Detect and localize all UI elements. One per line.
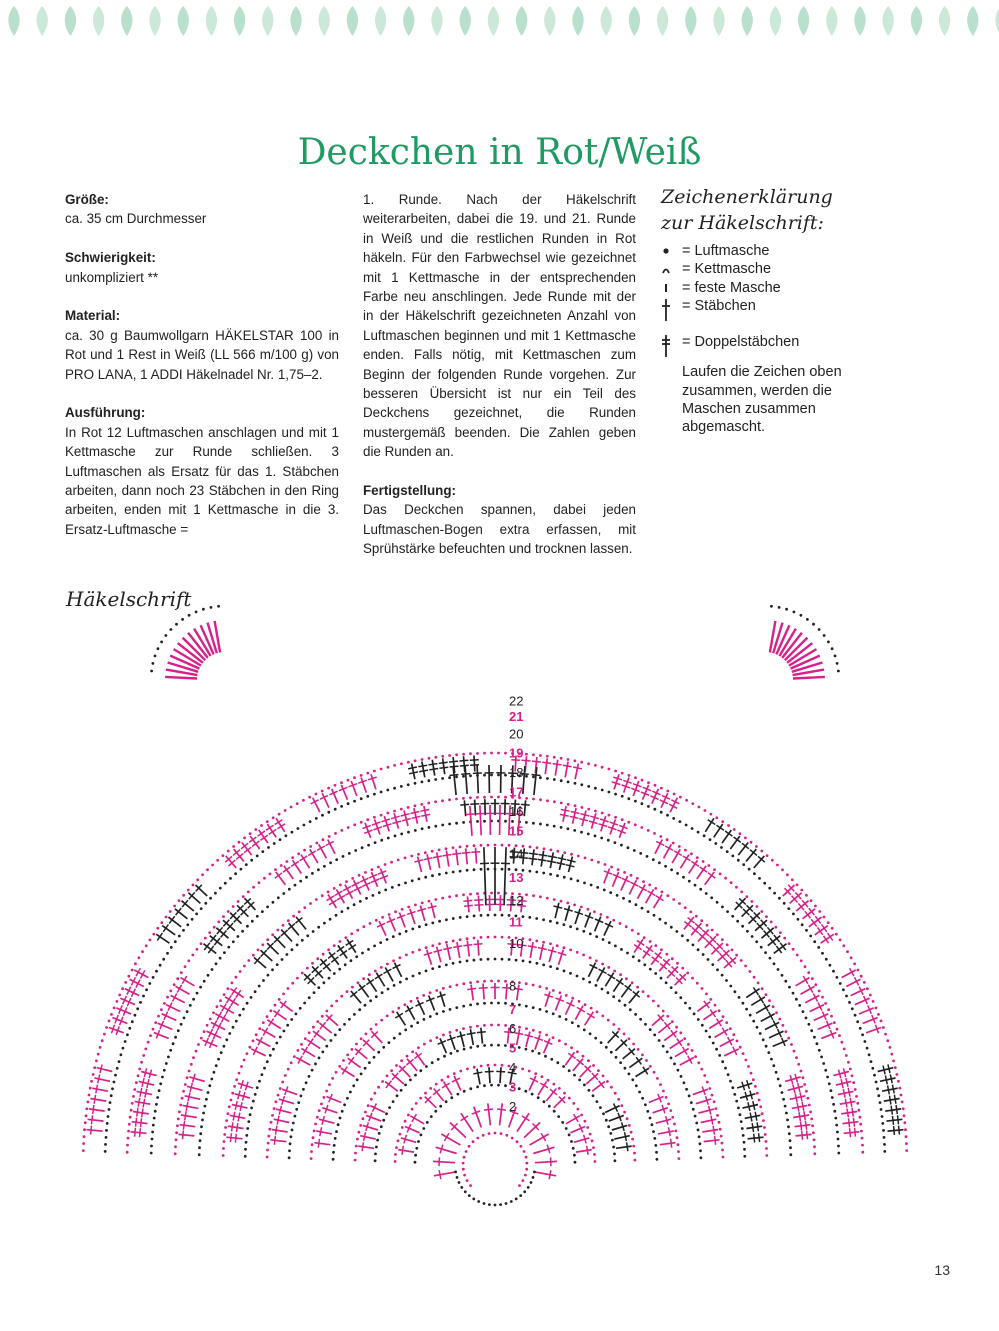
chain-arc: [414, 1084, 577, 1164]
stitch-group: [131, 1068, 157, 1137]
round-number: 7: [509, 1001, 517, 1017]
crochet-chart: [0, 580, 999, 1260]
round-number: 14: [509, 846, 524, 862]
stitch-group: [655, 840, 715, 885]
border-leaf-icon: [37, 6, 48, 36]
single-cross-icon: [661, 297, 673, 323]
stitch-group: [87, 1064, 113, 1134]
border-leaf-icon: [572, 6, 583, 36]
stitch-group: [414, 848, 480, 873]
stitch-group: [783, 885, 834, 943]
chain-arc: [454, 1171, 536, 1207]
stitch-group: [737, 1080, 764, 1142]
stitch-group: [705, 818, 765, 868]
round-number: 17: [509, 784, 524, 800]
legend-title: [661, 184, 861, 236]
stitch-group: [226, 1080, 253, 1142]
border-leaf-icon: [883, 6, 894, 36]
round-number: 4: [509, 1060, 517, 1075]
chain-arc: [354, 1024, 637, 1162]
stitch-group: [179, 1074, 205, 1140]
stitch-group: [544, 992, 594, 1026]
legend-note: Laufen die Zeichen oben zusammen, werden die Maschen zusammen abgemascht.: [682, 364, 842, 436]
stitch-group: [684, 917, 736, 968]
stitch-group: [697, 1001, 739, 1056]
border-leaf-icon: [234, 6, 245, 36]
border-leaf-icon: [601, 6, 612, 36]
symbol-legend: [661, 184, 861, 437]
material-text: ca. 30 g Baumwollgarn HÄKELSTAR 100 in Rot und 1 Rest in Weiß (LL 566 m/100 g) von PRO LANA, 1 ADDI Häkelnadel Nr. 1,75–2.: [65, 327, 339, 382]
chain-arc: [394, 1064, 597, 1163]
border-leaf-icon: [460, 6, 471, 36]
stitch-group: [408, 756, 479, 780]
side-lobe: [150, 605, 220, 679]
stitch-group: [746, 987, 787, 1046]
round-number: 10: [509, 935, 524, 951]
chain-arc: [222, 892, 768, 1157]
round-number: 22: [509, 693, 524, 709]
stitch-group: [327, 868, 389, 908]
side-lobe: [770, 605, 840, 679]
stitch-group: [362, 806, 430, 838]
round-number: 20: [509, 726, 524, 742]
stitch-group: [251, 1001, 293, 1056]
border-leaf-icon: [319, 6, 330, 36]
stitch-group: [693, 1087, 720, 1145]
short-bar-icon: [661, 279, 673, 297]
page-title: Deckchen in Rot/Weiß: [297, 132, 702, 174]
border-leaf-icon: [713, 6, 724, 36]
border-leaf-icon: [206, 6, 217, 36]
stitch-group: [842, 968, 882, 1033]
round-number: 3: [509, 1079, 517, 1095]
border-leaf-icon: [488, 6, 499, 36]
stitch-group: [480, 847, 510, 905]
stitch-group: [225, 818, 285, 868]
border-leaf-icon: [967, 6, 978, 36]
border-leaf-icon: [431, 6, 442, 36]
dot-icon: [661, 242, 673, 260]
border-leaf-icon: [544, 6, 555, 36]
schwierigkeit-heading: Schwierigkeit:: [65, 250, 156, 266]
border-leaf-icon: [178, 6, 189, 36]
stitch-group: [649, 1094, 676, 1148]
page-number: 13: [934, 1262, 950, 1278]
legend-item: [661, 333, 861, 351]
groesse-heading: Größe:: [65, 192, 109, 207]
border-leaf-icon: [149, 6, 160, 36]
double-cross-icon: [661, 333, 673, 359]
border-leaf-icon: [375, 6, 386, 36]
legend-item-label: = Luftmasche: [682, 243, 770, 259]
round-number: 2: [509, 1098, 517, 1114]
stitch-group: [156, 885, 207, 943]
border-leaf-icon: [826, 6, 837, 36]
stitch-group: [450, 765, 541, 795]
border-leaf-icon: [911, 6, 922, 36]
fertigstellung-heading: Fertigstellung:: [363, 483, 456, 499]
stitch-group: [311, 774, 377, 812]
fertigstellung-text: Das Deckchen spannen, dabei jeden Luftmaschen-Bogen extra erfassen, mit Sprühstärke befeuchten und trocknen lassen.: [363, 502, 636, 557]
stitch-group: [438, 1028, 486, 1053]
ausfuehrung-text-part2: 1. Runde. Nach der Häkelschrift weiterarbeiten, dabei die 19. und 21. Runde in Weiß und die restlichen Runden in Rot häkeln. Für den Farbwechsel wie gezeichnet mit 1 Kettmasche in der entsprechenden Farbe neu anschlingen. Jede Runde mit der in der Häkelschrift gezeichneten Anzahl von Luftmaschen beginnen und mit 1 Kettmasche enden. Falls nötig, mit Kettmaschen zum Beginn der folgenden Runde vorgehen. Zur besseren Übersicht ist nur ein Teil des Deckchens gezeichnet, die Runden mustergemäß beenden. Die Zahlen geben die Runden an.: [363, 192, 636, 460]
chain-arc: [198, 868, 792, 1157]
round-number: 19: [509, 745, 524, 761]
border-leaf-icon: [629, 6, 640, 36]
stitch-group: [785, 1074, 811, 1140]
legend-item: [661, 297, 861, 315]
border-leaf-icon: [854, 6, 865, 36]
legend-item: [661, 279, 861, 297]
border-leaf-icon: [290, 6, 301, 36]
chain-arc: [266, 936, 725, 1159]
legend-item-label: = Stäbchen: [682, 297, 756, 314]
legend-item-label: = feste Masche: [682, 279, 781, 296]
stitch-group: [203, 987, 244, 1048]
border-leaf-icon: [685, 6, 696, 36]
stitch-group: [109, 968, 149, 1035]
round-number: 13: [509, 869, 524, 885]
border-leaf-icon: [8, 6, 19, 36]
border-leaf-icon: [93, 6, 104, 36]
instructions-column-left: [65, 190, 339, 539]
stitch-group: [395, 992, 445, 1026]
instructions-column-middle: [363, 190, 636, 578]
groesse-text: ca. 35 cm Durchmesser: [65, 211, 207, 227]
decorative-border: [0, 0, 999, 52]
stitch-group: [878, 1064, 904, 1135]
border-leaf-icon: [403, 6, 414, 36]
ausfuehrung-heading: Ausführung:: [65, 405, 146, 421]
material-heading: Material:: [65, 308, 121, 324]
stitch-group: [833, 1068, 859, 1137]
border-leaf-icon: [742, 6, 753, 36]
legend-item: [661, 260, 861, 278]
round-number: 8: [509, 978, 517, 994]
schwierigkeit-text: unkompliziert **: [65, 269, 159, 285]
stitch-group: [270, 1087, 297, 1145]
round-number: 5: [509, 1040, 517, 1056]
stitch-group: [560, 806, 628, 838]
stitch-group: [275, 840, 335, 885]
border-leaf-icon: [798, 6, 809, 36]
border-leaf-icon: [347, 6, 358, 36]
border-leaf-icon: [995, 6, 999, 36]
border-leaf-icon: [657, 6, 668, 36]
legend-item: [661, 242, 861, 260]
stitch-group: [612, 774, 680, 812]
legend-title-line1: Zeichenerklärung: [661, 186, 833, 208]
stitch-group: [254, 917, 306, 968]
legend-item-label: = Kettmasche: [682, 261, 772, 278]
border-leaf-icon: [939, 6, 950, 36]
border-leaf-icon: [121, 6, 132, 36]
border-leaf-icon: [65, 6, 76, 36]
legend-items: [661, 242, 861, 351]
diagram-label: Häkelschrift: [66, 587, 192, 611]
chain-arc: [462, 1132, 529, 1187]
legend-title-line2: zur Häkelschrift:: [661, 212, 824, 234]
border-leaf-icon: [770, 6, 781, 36]
arc-icon: [661, 260, 673, 278]
round-number: 18: [509, 765, 524, 781]
round-number: 21: [509, 708, 524, 724]
stitch-group: [314, 1094, 341, 1148]
chain-arc: [104, 774, 886, 1153]
stitch-group: [433, 1103, 557, 1179]
ausfuehrung-text-part1: In Rot 12 Luftmaschen anschlagen und mit 1 Kettmasche zur Runde schließen. 3 Luftmaschen als Ersatz für das 1. Stäbchen arbeiten, dann noch 23 Stäbchen in den Ring arbeiten, enden mit 1 Kettmasche in die 3. Ersatz-Luftmasche =: [65, 424, 339, 537]
round-number: 12: [509, 893, 524, 909]
border-leaf-icon: [262, 6, 273, 36]
round-number: 16: [509, 803, 524, 819]
chain-arc: [332, 1002, 659, 1161]
legend-item-label: = Doppelstäbchen: [682, 334, 800, 351]
round-number: 15: [509, 823, 524, 839]
round-number: 11: [509, 914, 523, 930]
border-leaf-icon: [516, 6, 527, 36]
round-number: 6: [509, 1021, 517, 1037]
